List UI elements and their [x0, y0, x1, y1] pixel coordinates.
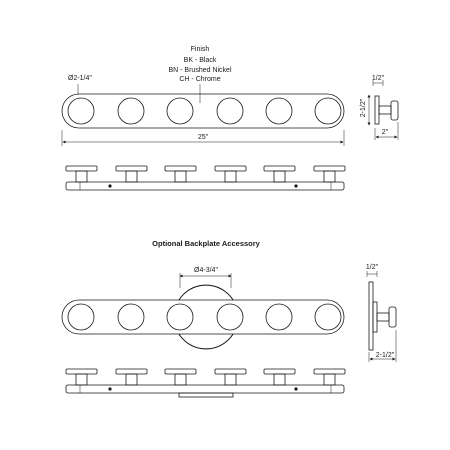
lamp-cap — [215, 369, 246, 374]
bottom-view — [66, 166, 345, 190]
lamp-shade — [217, 98, 243, 124]
arm — [379, 106, 391, 114]
lamp-cap — [165, 369, 196, 374]
backplate-side-view — [366, 264, 396, 362]
lamp-cap — [116, 166, 147, 171]
lamp-shade — [68, 304, 94, 330]
lamp-shade — [118, 98, 144, 124]
lamp-cap — [66, 369, 97, 374]
shade-diameter-label: Ø2-1/4" — [68, 75, 92, 82]
lamp-stem-row — [66, 166, 345, 182]
mounting-screw — [108, 184, 111, 187]
side-height-label: 2-1/2" — [360, 98, 367, 118]
lamp-shade — [167, 98, 193, 124]
lamp-shade — [315, 304, 341, 330]
lamp-stem — [175, 171, 186, 182]
lamp-row — [68, 98, 341, 124]
wall-plate — [375, 96, 379, 124]
lamp-shade — [315, 98, 341, 124]
lamp-cap — [314, 166, 345, 171]
backplate-side-depth-bottom-label: 2-1/2" — [375, 352, 395, 359]
lamp-shade — [217, 304, 243, 330]
finish-option: CH - Chrome — [179, 76, 221, 83]
lamp-stem — [274, 171, 285, 182]
lamp-stem — [324, 374, 335, 385]
lamp-shade — [167, 304, 193, 330]
lamp-stem — [175, 374, 186, 385]
side-view — [360, 75, 398, 140]
side-depth-bottom-label: 2" — [381, 129, 389, 136]
lamp-stem — [225, 374, 236, 385]
lamp-stem — [225, 171, 236, 182]
finish-title: Finish — [190, 46, 210, 53]
backplate-disc-edge — [179, 393, 233, 397]
lamp-cap — [314, 369, 345, 374]
finish-option: BK - Black — [183, 57, 217, 64]
backplate-front-view — [62, 267, 344, 349]
lamp-cap — [66, 166, 97, 171]
lamp-cap — [264, 369, 295, 374]
backplate-disc-top — [179, 285, 233, 300]
mounting-screw — [294, 184, 297, 187]
lamp-cap — [264, 166, 295, 171]
lamp-cap — [215, 166, 246, 171]
fixture-bar — [62, 94, 344, 128]
lamp-shade — [68, 98, 94, 124]
lamp-cap — [116, 369, 147, 374]
backplate-disc-edge — [369, 282, 373, 350]
arm — [377, 313, 389, 321]
lamp-head — [391, 101, 398, 120]
lamp-stem-row — [66, 369, 345, 385]
side-depth-top-label: 1/2" — [371, 75, 385, 82]
backplate-section-title: Optional Backplate Accessory — [152, 239, 260, 248]
overall-width-label: 25" — [197, 134, 209, 141]
lamp-head — [389, 307, 396, 327]
backplate-bottom-view — [66, 369, 345, 397]
backplate-bar — [66, 385, 344, 393]
lamp-stem — [274, 374, 285, 385]
lamp-shade — [266, 98, 292, 124]
lamp-stem — [76, 374, 87, 385]
backplate-bar — [66, 182, 344, 190]
backplate-side-depth-top-label: 1/2" — [365, 264, 379, 271]
backplate-diameter-label: Ø4-3/4" — [194, 267, 218, 274]
lamp-shade — [118, 304, 144, 330]
lamp-shade — [266, 304, 292, 330]
mounting-screw — [294, 387, 297, 390]
lamp-stem — [126, 374, 137, 385]
fixture-bar — [62, 300, 344, 334]
finish-option: BN - Brushed Nickel — [168, 67, 232, 74]
mounting-screw — [108, 387, 111, 390]
front-view — [62, 75, 344, 146]
lamp-stem — [76, 171, 87, 182]
lamp-stem — [126, 171, 137, 182]
wall-plate — [373, 302, 377, 332]
backplate-disc-bottom — [179, 334, 233, 349]
lamp-cap — [165, 166, 196, 171]
finish-note — [168, 46, 231, 103]
lamp-stem — [324, 171, 335, 182]
